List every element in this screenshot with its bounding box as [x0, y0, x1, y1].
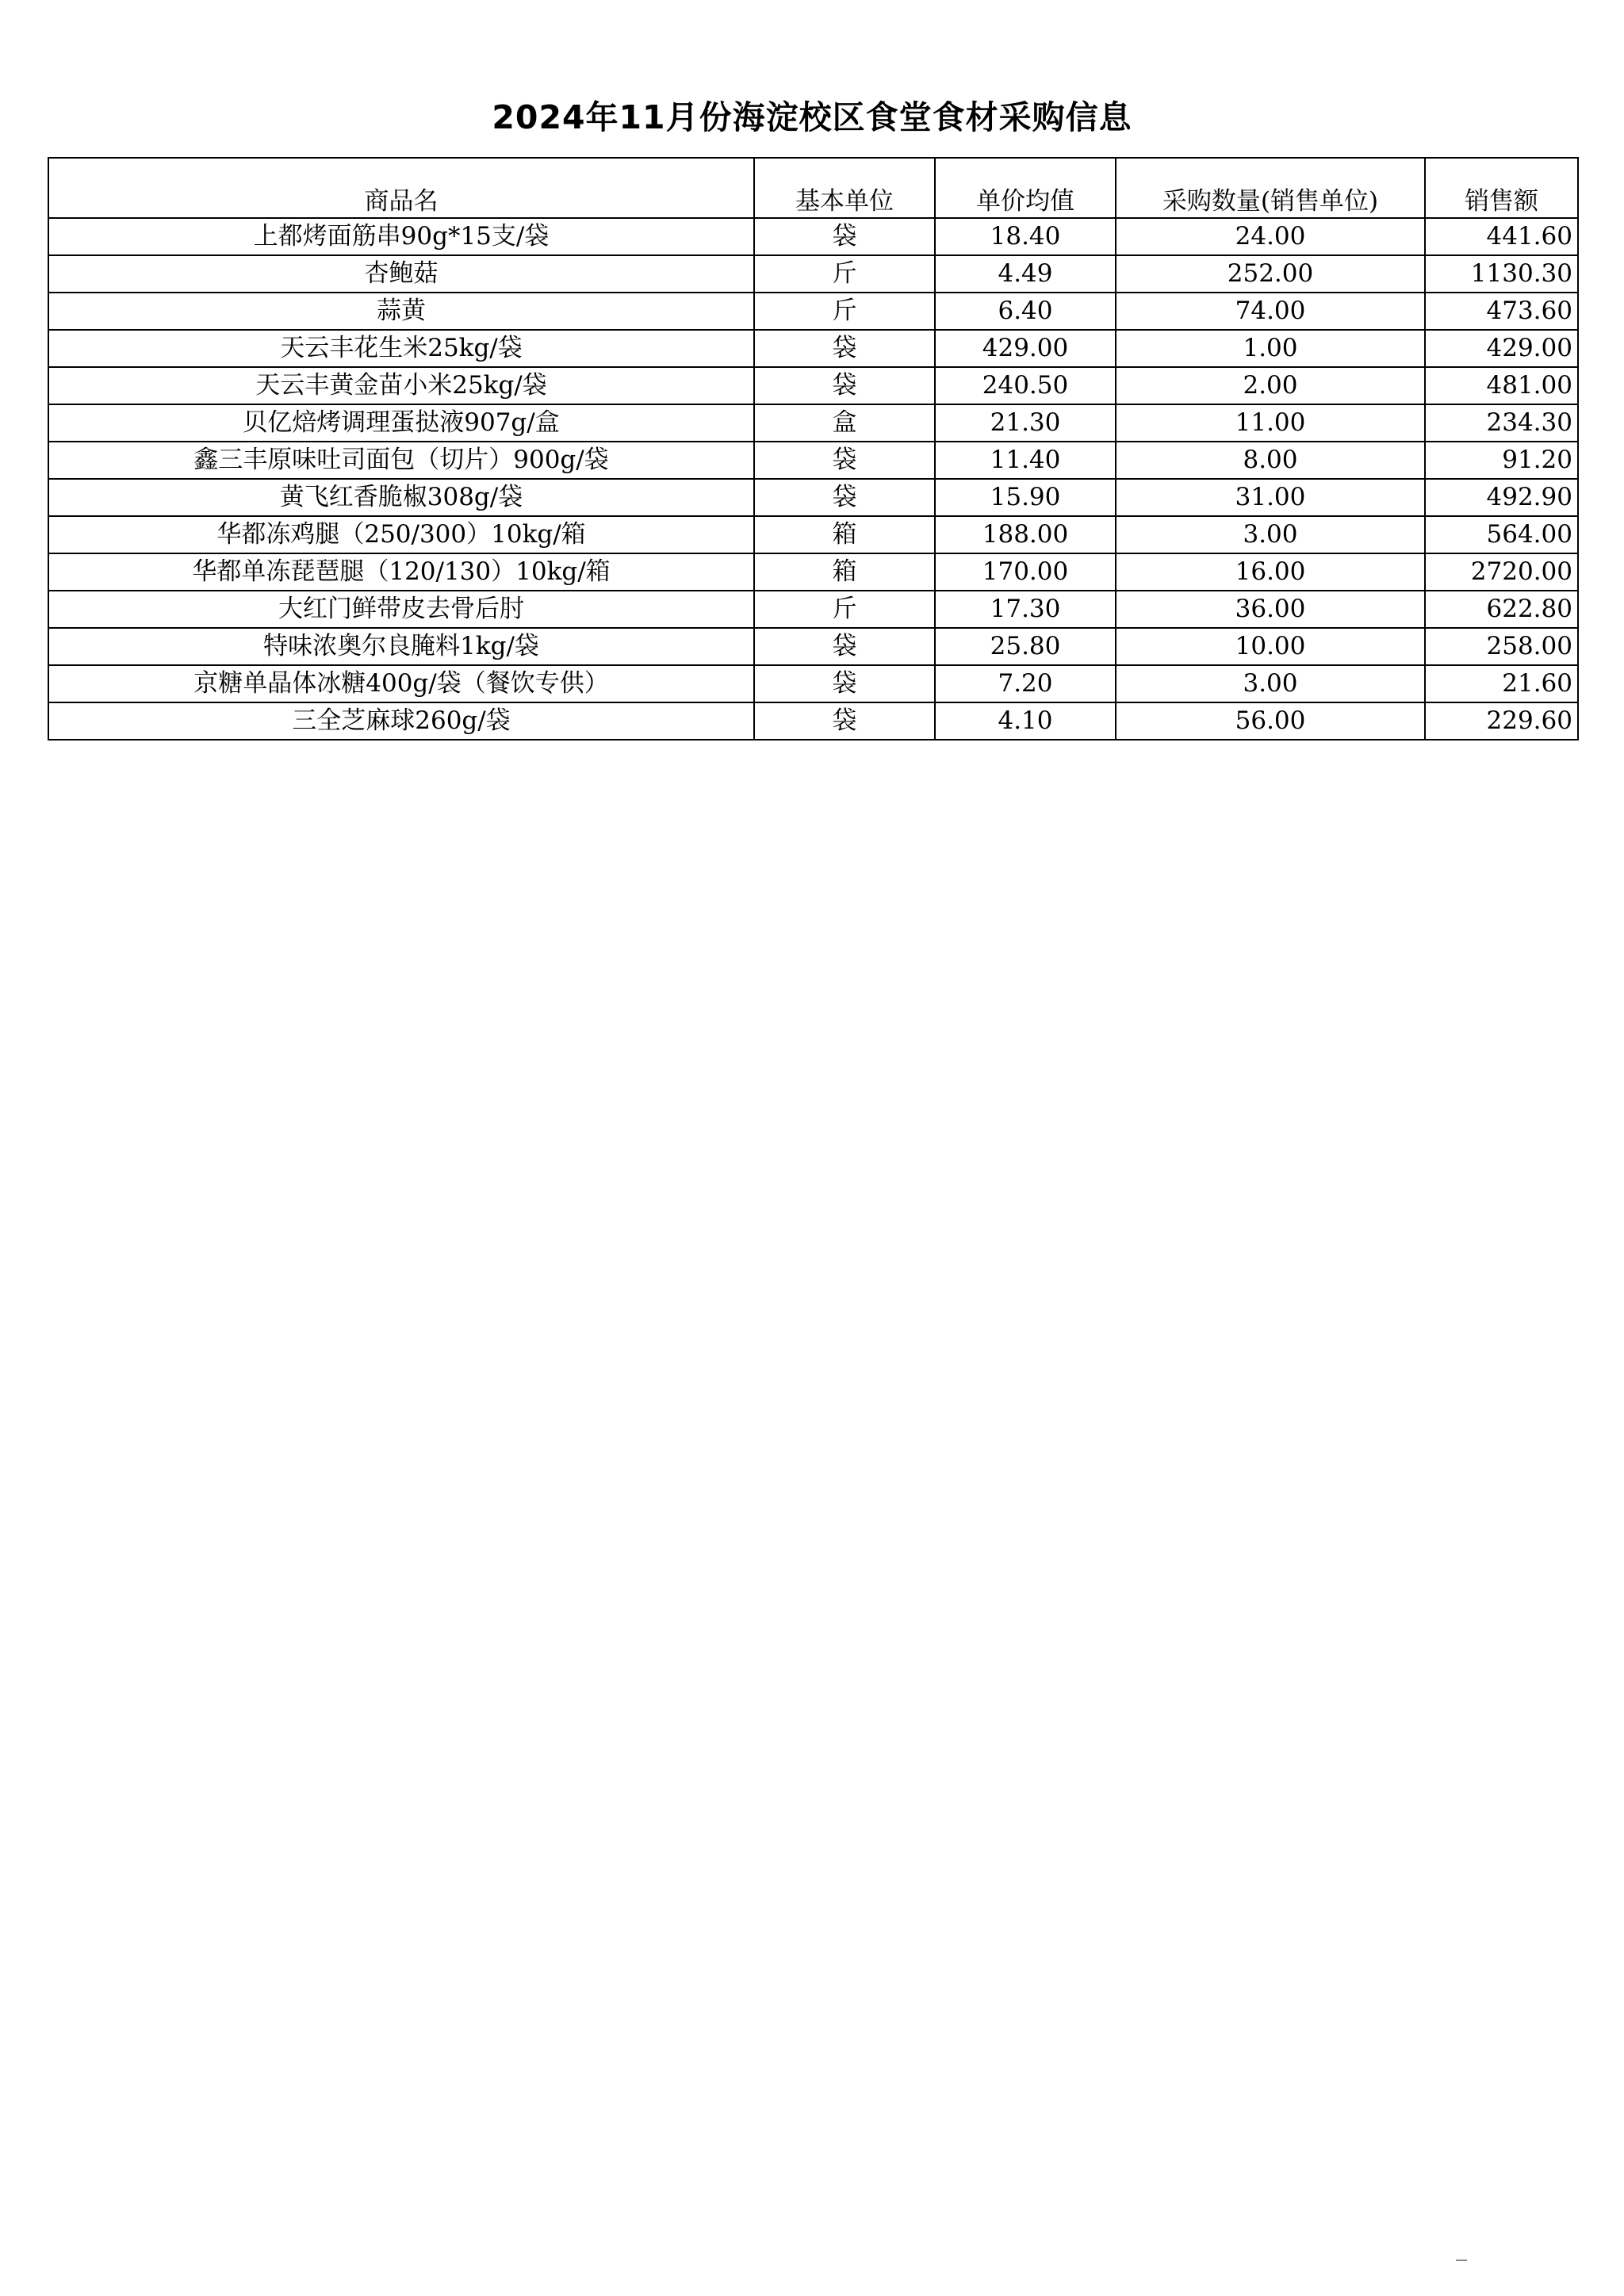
cell-unit-price: 7.20 [935, 665, 1116, 702]
cell-unit-price: 18.40 [935, 218, 1116, 255]
cell-quantity: 3.00 [1116, 516, 1425, 553]
cell-product-name: 华都单冻琵琶腿（120/130）10kg/箱 [48, 553, 754, 591]
cell-sales-amount: 564.00 [1425, 516, 1578, 553]
cell-unit-price: 4.49 [935, 255, 1116, 293]
table-row [48, 702, 1578, 740]
cell-unit-price: 17.30 [935, 591, 1116, 628]
table-row [48, 479, 1578, 516]
table-row [48, 255, 1578, 293]
cell-unit-price: 11.40 [935, 442, 1116, 479]
cell-product-name: 天云丰黄金苗小米25kg/袋 [48, 367, 754, 404]
table-row [48, 404, 1578, 442]
cell-quantity: 56.00 [1116, 702, 1425, 740]
cell-unit: 盒 [754, 404, 935, 442]
page-title: 2024年11月份海淀校区食堂食材采购信息 [492, 98, 1132, 136]
cell-sales-amount: 234.30 [1425, 404, 1578, 442]
cell-quantity: 31.00 [1116, 479, 1425, 516]
cell-product-name: 贝亿焙烤调理蛋挞液907g/盒 [48, 404, 754, 442]
header-row [48, 158, 1578, 218]
cell-unit-price: 25.80 [935, 628, 1116, 665]
column-header-name: 商品名 [48, 158, 754, 218]
cell-sales-amount: 229.60 [1425, 702, 1578, 740]
cell-unit-price: 429.00 [935, 330, 1116, 367]
cell-sales-amount: 21.60 [1425, 665, 1578, 702]
table-row [48, 553, 1578, 591]
cell-unit-price: 240.50 [935, 367, 1116, 404]
cell-sales-amount: 622.80 [1425, 591, 1578, 628]
cell-product-name: 鑫三丰原味吐司面包（切片）900g/袋 [48, 442, 754, 479]
column-header-unit: 基本单位 [754, 158, 935, 218]
cell-unit-price: 188.00 [935, 516, 1116, 553]
table-row [48, 218, 1578, 255]
cell-quantity: 11.00 [1116, 404, 1425, 442]
cell-unit: 袋 [754, 330, 935, 367]
cell-unit-price: 15.90 [935, 479, 1116, 516]
cell-unit: 斤 [754, 591, 935, 628]
cell-unit-price: 170.00 [935, 553, 1116, 591]
cell-product-name: 蒜黄 [48, 293, 754, 330]
cell-sales-amount: 258.00 [1425, 628, 1578, 665]
cell-sales-amount: 492.90 [1425, 479, 1578, 516]
cell-quantity: 8.00 [1116, 442, 1425, 479]
cell-unit-price: 6.40 [935, 293, 1116, 330]
table-row [48, 665, 1578, 702]
cell-quantity: 16.00 [1116, 553, 1425, 591]
table-row [48, 442, 1578, 479]
cell-sales-amount: 473.60 [1425, 293, 1578, 330]
cell-product-name: 天云丰花生米25kg/袋 [48, 330, 754, 367]
column-header-quantity: 采购数量(销售单位) [1116, 158, 1425, 218]
table-row [48, 293, 1578, 330]
cell-unit: 袋 [754, 218, 935, 255]
cell-unit: 袋 [754, 442, 935, 479]
cell-quantity: 3.00 [1116, 665, 1425, 702]
table-row [48, 591, 1578, 628]
cell-sales-amount: 481.00 [1425, 367, 1578, 404]
cell-quantity: 74.00 [1116, 293, 1425, 330]
cell-quantity: 36.00 [1116, 591, 1425, 628]
column-header-sales: 销售额 [1425, 158, 1578, 218]
cell-unit: 袋 [754, 702, 935, 740]
cell-quantity: 2.00 [1116, 367, 1425, 404]
cell-quantity: 24.00 [1116, 218, 1425, 255]
cell-sales-amount: 1130.30 [1425, 255, 1578, 293]
table-row [48, 330, 1578, 367]
cell-unit: 袋 [754, 367, 935, 404]
cell-sales-amount: 91.20 [1425, 442, 1578, 479]
cell-product-name: 上都烤面筋串90g*15支/袋 [48, 218, 754, 255]
cell-product-name: 特味浓奥尔良腌料1kg/袋 [48, 628, 754, 665]
cell-product-name: 华都冻鸡腿（250/300）10kg/箱 [48, 516, 754, 553]
table-body [48, 218, 1578, 740]
cell-unit-price: 4.10 [935, 702, 1116, 740]
cell-product-name: 京糖单晶体冰糖400g/袋（餐饮专供） [48, 665, 754, 702]
cell-product-name: 杏鲍菇 [48, 255, 754, 293]
table-header [48, 158, 1578, 218]
cell-unit: 袋 [754, 665, 935, 702]
procurement-table [48, 157, 1579, 740]
cell-product-name: 黄飞红香脆椒308g/袋 [48, 479, 754, 516]
cell-unit: 斤 [754, 255, 935, 293]
cell-product-name: 大红门鲜带皮去骨后肘 [48, 591, 754, 628]
table-row [48, 516, 1578, 553]
table-row [48, 367, 1578, 404]
cell-unit: 袋 [754, 479, 935, 516]
cell-sales-amount: 2720.00 [1425, 553, 1578, 591]
cell-quantity: 252.00 [1116, 255, 1425, 293]
cell-sales-amount: 441.60 [1425, 218, 1578, 255]
cell-sales-amount: 429.00 [1425, 330, 1578, 367]
cell-unit-price: 21.30 [935, 404, 1116, 442]
cell-product-name: 三全芝麻球260g/袋 [48, 702, 754, 740]
table-row [48, 628, 1578, 665]
cell-unit: 斤 [754, 293, 935, 330]
cell-quantity: 10.00 [1116, 628, 1425, 665]
cell-unit: 袋 [754, 628, 935, 665]
cell-unit: 箱 [754, 553, 935, 591]
cell-quantity: 1.00 [1116, 330, 1425, 367]
page-corner-mark [1456, 2260, 1467, 2261]
column-header-price: 单价均值 [935, 158, 1116, 218]
cell-unit: 箱 [754, 516, 935, 553]
